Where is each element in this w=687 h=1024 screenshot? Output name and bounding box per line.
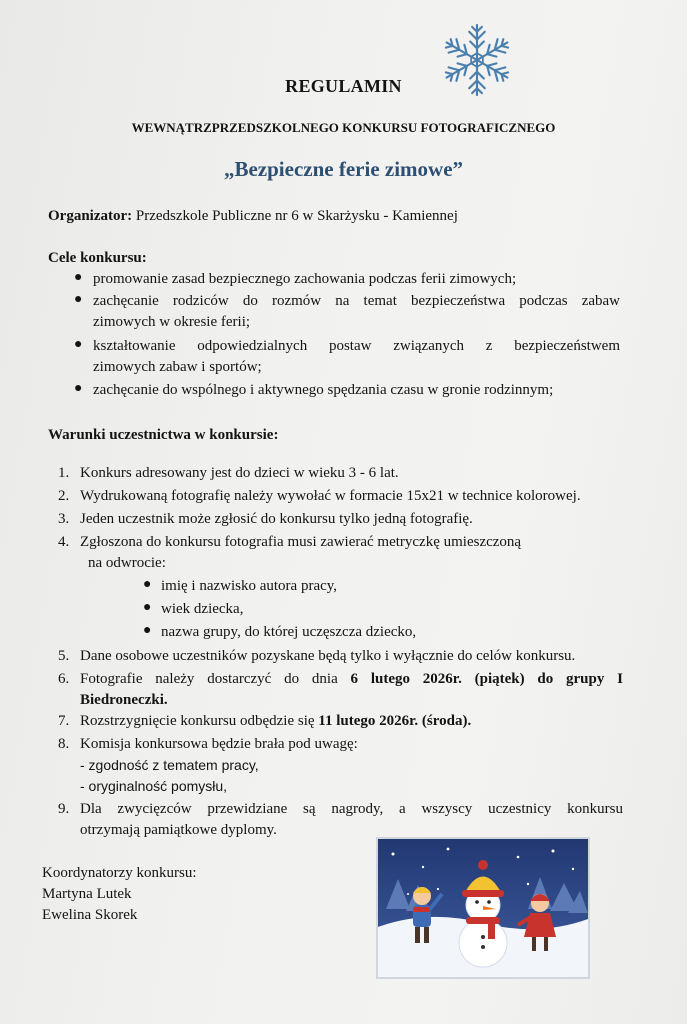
condition-number: 2. (58, 488, 70, 504)
condition-text: Konkurs adresowany jest do dzieci w wieku 3 - 6 lat. (80, 465, 399, 481)
document-subtitle: WEWNĄTRZPRZEDSZKOLNEGO KONKURSU FOTOGRAFICZNEGO (131, 120, 556, 135)
document-title: REGULAMIN (285, 76, 402, 96)
condition-text-regular: Fotografie należy dostarczyć do dnia (80, 671, 338, 687)
condition-number: 4. (58, 534, 70, 550)
contest-slogan: „Bezpieczne ferie zimowe” (223, 157, 464, 181)
condition-text: Komisja konkursowa będzie brała pod uwagę: (80, 736, 358, 752)
goal-item: zachęcanie rodziców do rozmów na temat bezpieczeństwa podczas zabaw (93, 293, 620, 309)
condition-number: 8. (58, 736, 70, 752)
condition-text-cont: na odwrocie: (88, 555, 166, 571)
condition-text-bold: 6 lutego 2026r. (piątek) do grupy I (350, 671, 623, 687)
condition-number: 9. (58, 801, 70, 817)
goal-item-cont: zimowych w okresie ferii; (93, 314, 251, 330)
condition-text (80, 669, 623, 690)
condition-number: 1. (58, 465, 70, 481)
condition-text: Dla zwycięzców przewidziane są nagrody, a wszyscy uczestnicy konkursu (80, 801, 623, 817)
condition-number: 7. (58, 713, 70, 729)
organizer-line (48, 206, 458, 227)
goal-item: zachęcanie do wspólnego i aktywnego spędzania czasu w gronie rodzinnym; (93, 382, 554, 398)
metric-item: nazwa grupy, do której uczęszcza dziecko, (161, 624, 417, 640)
bullet-icon: ● (143, 577, 152, 592)
conditions-heading: Warunki uczestnictwa w konkursie: (48, 427, 279, 443)
condition-text: Dane osobowe uczestników pozyskane będą tylko i wyłącznie do celów konkursu. (80, 648, 576, 664)
metric-item: imię i nazwisko autora pracy, (161, 578, 338, 594)
goal-item: promowanie zasad bezpiecznego zachowania podczas ferii zimowych; (93, 271, 517, 287)
condition-text-bold: 11 lutego 2026r. (środa). (318, 713, 472, 729)
organizer-label: Organizator: (48, 208, 133, 224)
criterion-item: - zgodność z tematem pracy, (80, 757, 259, 773)
goals-heading: Cele konkursu: (48, 250, 147, 266)
snowman-illustration (376, 837, 590, 979)
condition-number: 3. (58, 511, 70, 527)
coordinator-name: Martyna Lutek (42, 886, 132, 902)
criterion-item: - oryginalność pomysłu, (80, 778, 228, 794)
metric-item: wiek dziecka, (161, 601, 244, 617)
condition-number: 6. (58, 671, 70, 687)
bullet-icon: ● (143, 623, 152, 638)
snowman-scene-image (378, 839, 588, 977)
condition-number: 5. (58, 648, 70, 664)
condition-text-regular: Rozstrzygnięcie konkursu odbędzie się (80, 713, 315, 729)
goal-item-cont: zimowych zabaw i sportów; (93, 359, 262, 375)
organizer-value: Przedszkole Publiczne nr 6 w Skarżysku - Kamiennej (135, 208, 458, 224)
condition-text (80, 711, 471, 732)
coordinators-heading: Koordynatorzy konkursu: (42, 865, 197, 881)
condition-text: Zgłoszona do konkursu fotografia musi zawierać metryczkę umieszczoną (80, 534, 522, 550)
goal-item: kształtowanie odpowiedzialnych postaw związanych z bezpieczeństwem (93, 338, 620, 354)
condition-text-cont: Biedroneczki. (80, 692, 168, 708)
bullet-icon: ● (74, 381, 83, 396)
bullet-icon: ● (74, 337, 83, 352)
condition-text: Jeden uczestnik może zgłosić do konkursu tylko jedną fotografię. (80, 511, 473, 527)
bullet-icon: ● (74, 292, 83, 307)
condition-text-cont: otrzymają pamiątkowe dyplomy. (80, 822, 277, 838)
bullet-icon: ● (143, 600, 152, 615)
condition-text: Wydrukowaną fotografię należy wywołać w formacie 15x21 w technice kolorowej. (80, 488, 581, 504)
bullet-icon: ● (74, 270, 83, 285)
coordinator-name: Ewelina Skorek (42, 907, 138, 923)
